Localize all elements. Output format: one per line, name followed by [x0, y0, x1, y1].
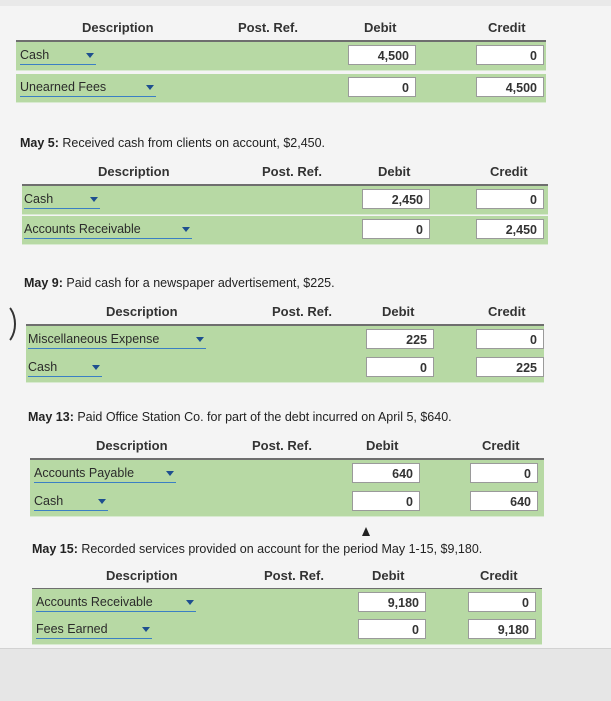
header-post-ref: Post. Ref.: [252, 438, 312, 453]
cut-off-top-text: [0, 0, 611, 6]
debit-input[interactable]: 0: [352, 491, 420, 511]
chevron-down-icon: [92, 365, 100, 370]
header-description: Description: [96, 438, 168, 453]
chevron-down-icon: [166, 471, 174, 476]
credit-input[interactable]: 4,500: [476, 77, 544, 97]
header-post-ref: Post. Ref.: [262, 164, 322, 179]
header-debit: Debit: [378, 164, 411, 179]
journal-header: [30, 434, 544, 460]
journal-entry-1: [16, 16, 546, 106]
credit-input[interactable]: 0: [468, 592, 536, 612]
account-select[interactable]: Accounts Receivable: [24, 220, 192, 239]
journal-header: [26, 300, 544, 326]
journal-row: [32, 589, 542, 618]
chevron-down-icon: [186, 600, 194, 605]
header-credit: Credit: [490, 164, 528, 179]
credit-input[interactable]: 9,180: [468, 619, 536, 639]
journal-row: [26, 326, 544, 355]
debit-input[interactable]: 0: [366, 357, 434, 377]
credit-input[interactable]: 2,450: [476, 219, 544, 239]
page-edge-arc: [0, 302, 16, 346]
header-debit: Debit: [382, 304, 415, 319]
chevron-down-icon: [142, 627, 150, 632]
transaction-description: May 15: Recorded services provided on account for the period May 1-15, $9,180.: [32, 542, 483, 556]
journal-row: [30, 460, 544, 489]
debit-input[interactable]: 225: [366, 329, 434, 349]
journal-entry-5: [32, 564, 542, 644]
header-description: Description: [106, 568, 178, 583]
account-select[interactable]: Cash: [20, 46, 96, 65]
header-post-ref: Post. Ref.: [238, 20, 298, 35]
header-credit: Credit: [488, 20, 526, 35]
journal-entry-3: [26, 300, 544, 384]
header-debit: Debit: [364, 20, 397, 35]
chevron-down-icon: [86, 53, 94, 58]
journal-row: [30, 488, 544, 517]
header-description: Description: [82, 20, 154, 35]
credit-input[interactable]: 0: [476, 45, 544, 65]
journal-row: [22, 186, 548, 215]
header-description: Description: [98, 164, 170, 179]
journal-row: [32, 616, 542, 645]
journal-entry-2: [22, 160, 548, 248]
journal-row: [16, 42, 546, 71]
chevron-down-icon: [98, 499, 106, 504]
account-select[interactable]: Unearned Fees: [20, 78, 156, 97]
header-debit: Debit: [372, 568, 405, 583]
account-select[interactable]: Cash: [34, 492, 108, 511]
account-select[interactable]: Accounts Receivable: [36, 593, 196, 612]
debit-input[interactable]: 0: [362, 219, 430, 239]
transaction-description: May 9: Paid cash for a newspaper advertisement, $225.: [24, 276, 335, 290]
credit-input[interactable]: 225: [476, 357, 544, 377]
mouse-cursor-icon: [362, 527, 370, 536]
account-select[interactable]: Accounts Payable: [34, 464, 176, 483]
journal-entry-4: [30, 434, 544, 518]
journal-row: [16, 74, 546, 103]
header-description: Description: [106, 304, 178, 319]
credit-input[interactable]: 0: [470, 463, 538, 483]
journal-row: [26, 354, 544, 383]
transaction-description: May 13: Paid Office Station Co. for part of the debt incurred on April 5, $640.: [28, 410, 452, 424]
chevron-down-icon: [182, 227, 190, 232]
header-post-ref: Post. Ref.: [272, 304, 332, 319]
bottom-strip: [0, 648, 611, 701]
credit-input[interactable]: 0: [476, 189, 544, 209]
credit-input[interactable]: 640: [470, 491, 538, 511]
chevron-down-icon: [196, 337, 204, 342]
debit-input[interactable]: 0: [358, 619, 426, 639]
journal-row: [22, 216, 548, 245]
journal-header: [16, 16, 546, 42]
header-credit: Credit: [480, 568, 518, 583]
chevron-down-icon: [90, 197, 98, 202]
debit-input[interactable]: 0: [348, 77, 416, 97]
header-debit: Debit: [366, 438, 399, 453]
chevron-down-icon: [146, 85, 154, 90]
journal-header: [32, 564, 542, 590]
debit-input[interactable]: 640: [352, 463, 420, 483]
header-post-ref: Post. Ref.: [264, 568, 324, 583]
account-select[interactable]: Miscellaneous Expense: [28, 330, 206, 349]
account-select[interactable]: Fees Earned: [36, 620, 152, 639]
transaction-description: May 5: Received cash from clients on account, $2,450.: [20, 136, 326, 150]
debit-input[interactable]: 9,180: [358, 592, 426, 612]
journal-header: [22, 160, 548, 186]
debit-input[interactable]: 2,450: [362, 189, 430, 209]
credit-input[interactable]: 0: [476, 329, 544, 349]
debit-input[interactable]: 4,500: [348, 45, 416, 65]
account-select[interactable]: Cash: [24, 190, 100, 209]
header-credit: Credit: [482, 438, 520, 453]
account-select[interactable]: Cash: [28, 358, 102, 377]
header-credit: Credit: [488, 304, 526, 319]
